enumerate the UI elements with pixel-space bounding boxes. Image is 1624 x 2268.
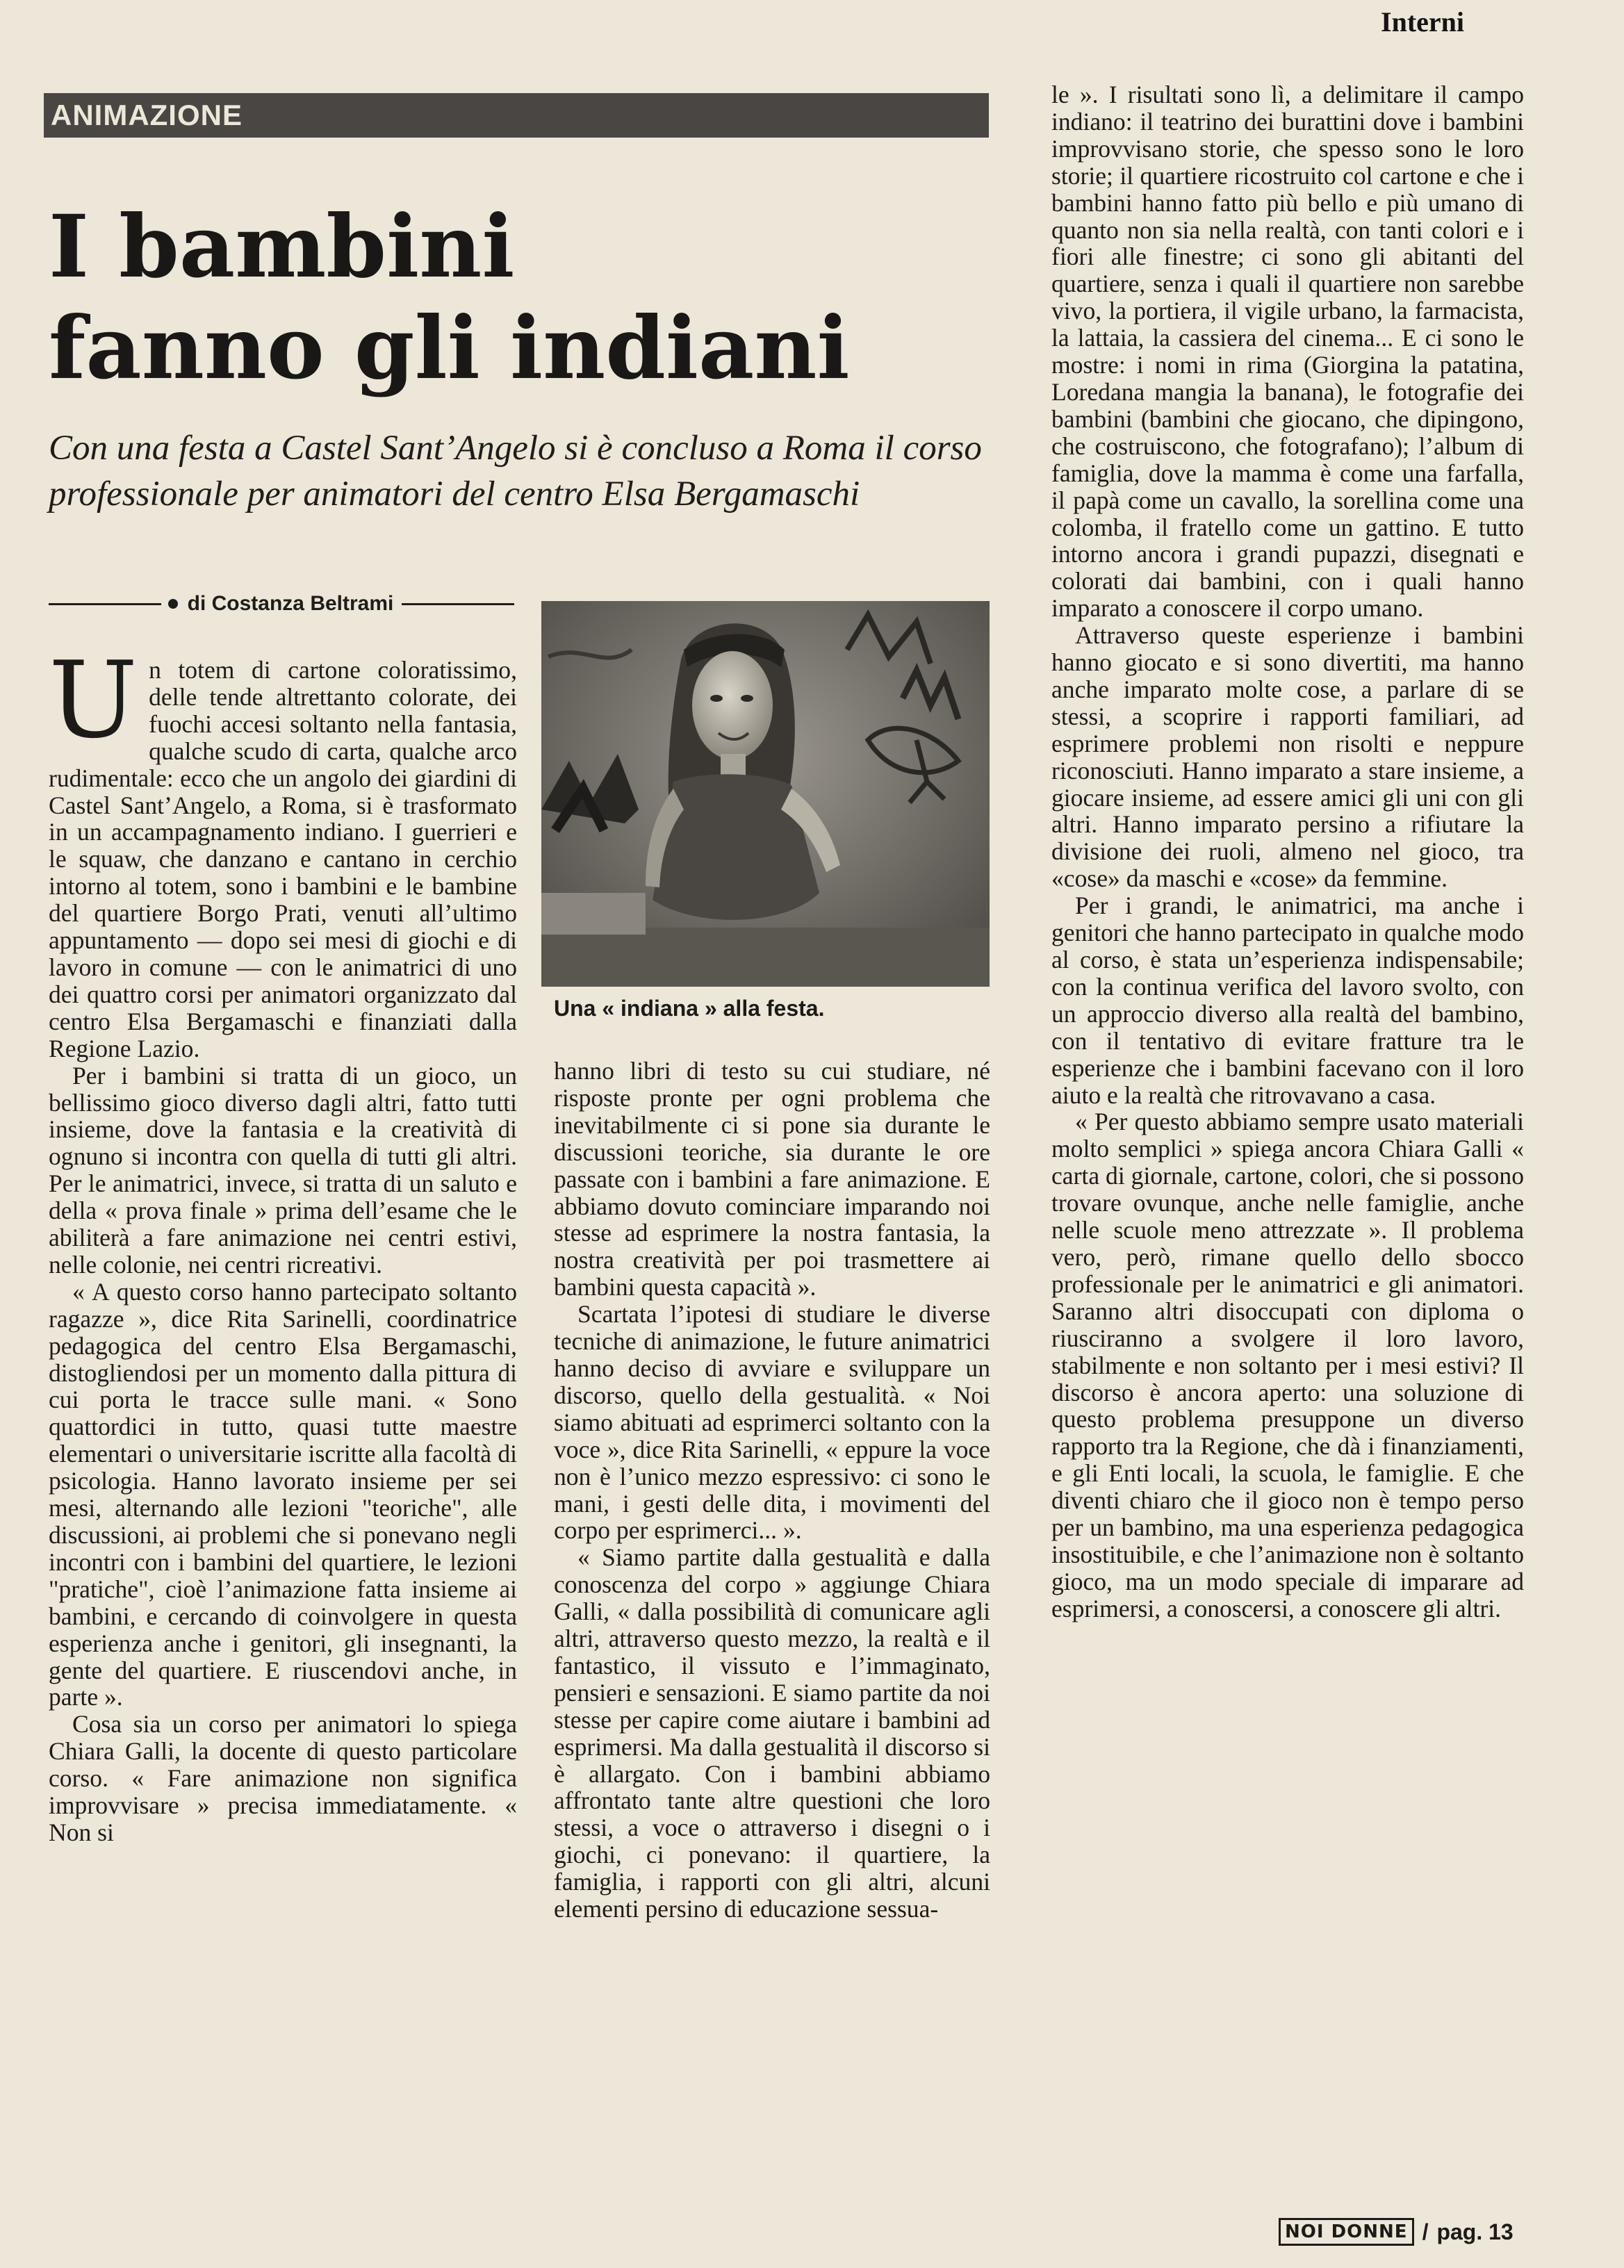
paragraph: Un totem di cartone coloratissimo, delle tende altrettanto colorate, dei fuochi accesi soltanto nella fantasia, qualche scudo di carta, qualche arco rudimentale: ecco che un angolo dei giardini di Castel Sant’Angelo, a Roma, si è trasformato in un accampagnamento indiano. I guerrieri e le squaw, che danzano e cantano in cerchio intorno al totem, sono i bambini e le bambine del quartiere Borgo Prati, venuti all’ultimo appuntamento — dopo sei mesi di giochi e di lavoro in comune — con le animatrici di uno dei quattro corsi per animatori organizzato dal centro Elsa Bergamaschi e finanziati dalla Regione Lazio. bbox=[49, 639, 517, 1062]
magazine-logo: NOI DONNE bbox=[1279, 2218, 1414, 2246]
byline-author: di Costanza Beltrami bbox=[187, 592, 394, 615]
paragraph: Attraverso queste esperienze i bambini hanno giocato e si sono divertiti, ma hanno anche imparato molte cose, a parlare di se stessi, a scoprire i rapporti familiari, ad esprimere problemi non risolti e neppure riconosciuti. Hanno imparato a stare insieme, a giocare insieme, ad essere amici gli uni con gli altri. Hanno imparato persino a rifiutare la divisione dei ruoli, almeno nel gioco, tra «cose» da maschi e «cose» da femmine. bbox=[1051, 621, 1524, 893]
title-line-1: I bambini bbox=[49, 197, 515, 297]
paragraph: hanno libri di testo su cui studiare, né risposte pronte per ogni problema che inevitabilmente ci si pone sia durante le discussioni teoriche, sia durante le ore passate con i bambini a fare animazione. E abbiamo dovuto cominciare imparando noi stesse ad esprimere la nostra fantasia, la nostra creatività per poi trasmettere ai bambini questa capacità ». bbox=[554, 1057, 990, 1301]
photo-girl-illustration bbox=[541, 601, 990, 987]
rubric-label: ANIMAZIONE bbox=[51, 99, 243, 131]
paragraph: « Siamo partite dalla gestualità e dalla conoscenza del corpo » aggiunge Chiara Galli, « dalla possibilità di comunicare agli altri, attraverso questo mezzo, la realtà e il fantastico, il vissuto e l’immaginato, pensieri e sensazioni. E siamo partite da noi stesse per capire come aiutare i bambini ad esprimersi. Ma dalla gestualità il discorso si è allargato. Con i bambini abbiamo affrontato tante altre questioni che loro stessi, a voce o attraverso i disegni o i giochi, ci ponevano: il quartiere, la famiglia, i rapporti con gli altri, alcuni elementi persino di educazione sessua- bbox=[554, 1543, 990, 1923]
byline-rule-left bbox=[49, 603, 161, 605]
page-footer bbox=[1279, 2218, 1514, 2246]
article-deck: Con una festa a Castel Sant’Angelo si è concluso a Roma il corso professionale per animatori del centro Elsa Bergamaschi bbox=[49, 429, 982, 513]
dropcap: U bbox=[49, 639, 138, 762]
article-photo bbox=[541, 601, 990, 987]
paragraph: Scartata l’ipotesi di studiare le diverse tecniche di animazione, le future animatrici hanno deciso di avviare e sviluppare un discorso, quello della gestualità. « Noi siamo abituati ad esprimerci soltanto con la voce », dice Rita Sarinelli, « eppure la voce non è l’unico mezzo espressivo: ci sono le mani, i gesti delle dita, i movimenti del corpo per esprimerci... ». bbox=[554, 1300, 990, 1545]
paragraph: « A questo corso hanno partecipato soltanto ragazze », dice Rita Sarinelli, coordinatrice pedagogica del centro Elsa Bergamaschi, distogliendosi per un momento dalla pittura di cui porta le tracce sulle mani. « Sono quattordici in tutto, quasi tutte maestre elementari o universitarie iscritte alla facoltà di psicologia. Hanno lavorato insieme per sei mesi, alternando alle lezioni "teoriche", alle discussioni, ai problemi che si ponevano negli incontri con i bambini del quartiere, le lezioni "pratiche", cioè l’animazione fatta insieme ai bambini, e cercando di coinvolgere in questa esperienza anche i genitori, gli insegnanti, la gente del quartiere. E riuscendovi anche, in parte ». bbox=[49, 1277, 517, 1711]
bullet-icon bbox=[168, 599, 178, 609]
paragraph: Per i grandi, le animatrici, ma anche i genitori che hanno partecipato in qualche modo al corso, è stata un’esperienza indispensabile; con la continua verifica del lavoro svolto, con un approccio diverso alla realtà del bambino, con il tentativo di evitare fratture tra le esperienze che i bambini facevano con il loro aiuto e la realtà che ritrovavano a casa. bbox=[1051, 891, 1524, 1109]
paragraph: Per i bambini si tratta di un gioco, un bellissimo gioco diverso dagli altri, fatto tutti insieme, dove la fantasia e la creatività di ognuno si incontra con quella di tutti gli altri. Per le animatrici, invece, si tratta di un saluto e della « prova finale » prima dell’esame che le abiliterà a fare animazione nei centri estivi, nelle colonie, nei centri ricreativi. bbox=[49, 1061, 517, 1279]
section-label: Interni bbox=[1381, 6, 1464, 38]
rubric-bar bbox=[44, 93, 989, 138]
paragraph: le ». I risultati sono lì, a delimitare il campo indiano: il teatrino dei burattini dove i bambini improvvisano storie, che spesso sono le loro storie; il quartiere ricostruito col cartone e che i bambini hanno fatto più bello e più umano di quanto non sia nella realtà, con tanti colori e i fiori alle finestre; ci sono gli abitanti del quartiere, senza i quali il quartiere non sarebbe vivo, la portiera, il vigile urbano, la farmacista, la lattaia, la cassiera del cinema... E ci sono le mostre: i nomi in rima (Giorgina la patatina, Loredana mangia la banana), le fotografie dei bambini (bambini che giocano, che dipingono, che costruiscono, che fotografano); l’album di famiglia, dove la mamma è come una farfalla, il papà come un cavallo, la sorellina come una colomba, il fratello come un gattino. E tutto intorno ancora i grandi pupazzi, disegnati e colorati dai bambini, con i quali hanno imparato a conoscere il corpo umano. bbox=[1051, 81, 1524, 623]
byline bbox=[49, 592, 514, 616]
text-column-3 bbox=[1051, 81, 1524, 1622]
byline-rule-right bbox=[402, 603, 514, 605]
text-column-1 bbox=[49, 639, 517, 1846]
photo-caption: Una « indiana » alla festa. bbox=[554, 996, 825, 1021]
paragraph: « Per questo abbiamo sempre usato materiali molto semplici » spiega ancora Chiara Galli « carta di giornale, cartone, colori, che si possono trovare ovunque, anche nelle famiglie, anche nelle scuole meno attrezzate ». Il problema vero, però, rimane quello dello sbocco professionale per le animatrici e gli animatori. Saranno altri disoccupati con diploma o riusciranno a svolgere il loro lavoro, stabilmente e non soltanto per i mesi estivi? Il discorso è ancora aperto: una soluzione di questo problema presuppone un diverso rapporto tra la Regione, che dà i finanziamenti, e gli Enti locali, la scuola, le famiglie. E che diventi chiaro che il gioco non è tempo perso per un bambino, ma una esperienza pedagogica insostituibile, e che l’animazione non è soltanto gioco, ma un modo speciale di imparare ad esprimersi, a conoscersi, a conoscere gli altri. bbox=[1051, 1108, 1524, 1622]
paragraph: Cosa sia un corso per animatori lo spiega Chiara Galli, la docente di questo particolare corso. « Fare animazione non significa improvvisare » precisa immediatamente. « Non si bbox=[49, 1710, 517, 1846]
article-title bbox=[49, 197, 1022, 400]
footer-separator: / bbox=[1422, 2219, 1429, 2244]
text-column-2 bbox=[554, 1058, 990, 1923]
title-line-2: fanno gli indiani bbox=[49, 298, 850, 399]
page-number: pag. 13 bbox=[1436, 2219, 1514, 2244]
